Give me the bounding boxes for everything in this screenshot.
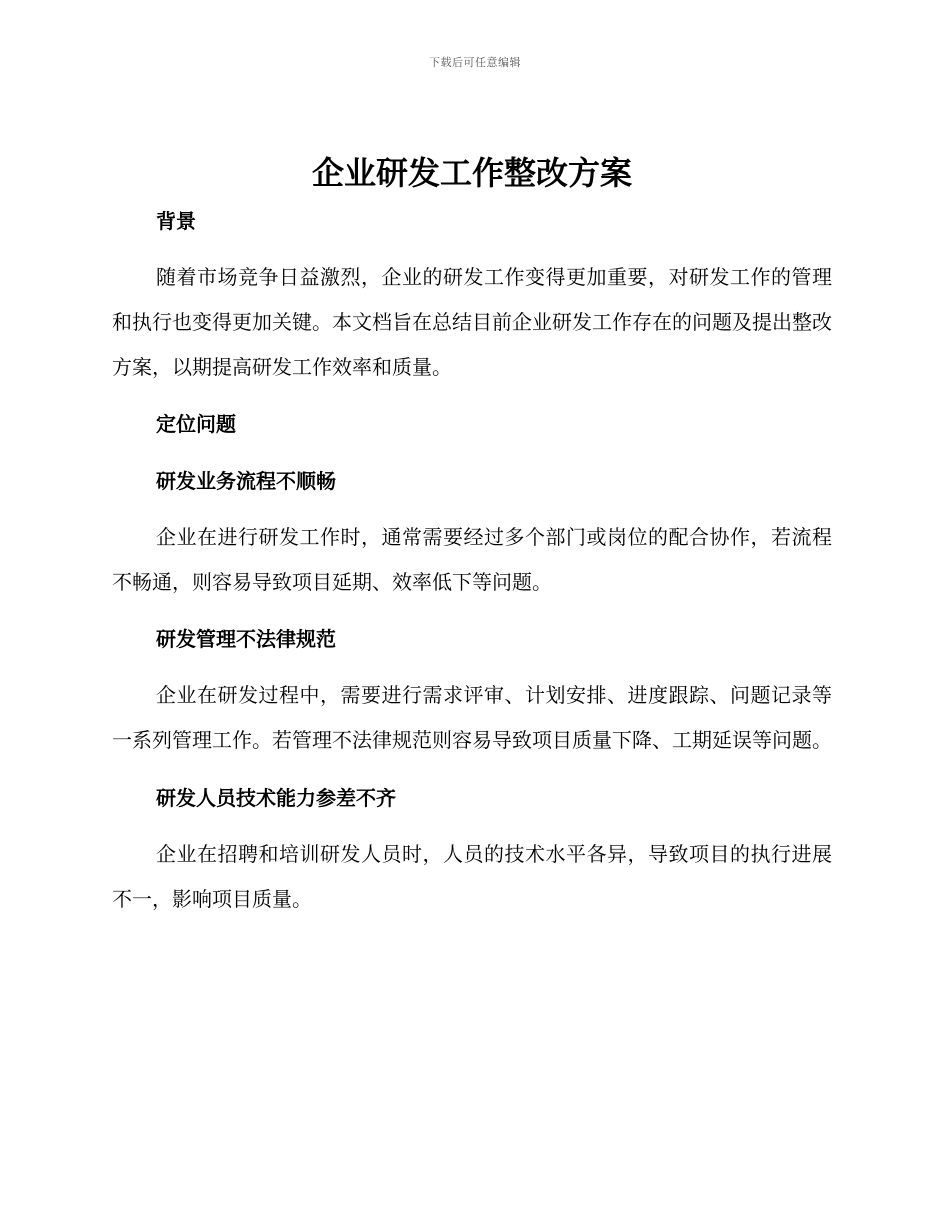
section-heading-staff-skills: 研发人员技术能力参差不齐 <box>156 786 396 810</box>
section-paragraph-staff-skills: 企业在招聘和培训研发人员时，人员的技术水平各异，导致项目的执行进展不一，影响项目质量。 <box>112 842 832 911</box>
section-paragraph-process-issues: 企业在进行研发工作时，通常需要经过多个部门或岗位的配合协作，若流程不畅通，则容易导致项目延期、效率低下等问题。 <box>112 525 832 594</box>
section-heading-process-issues: 研发业务流程不顺畅 <box>156 469 336 493</box>
document-title: 企业研发工作整改方案 <box>311 154 632 192</box>
page-header-note: 下载后可任意编辑 <box>429 56 521 69</box>
section-paragraph-background: 随着市场竞争日益激烈，企业的研发工作变得更加重要，对研发工作的管理和执行也变得更加关键。本文档旨在总结目前企业研发工作存在的问题及提出整改方案，以期提高研发工作效率和质量。 <box>112 265 832 379</box>
section-heading-background: 背景 <box>156 209 196 233</box>
document-body <box>112 150 832 922</box>
section-heading-locate-problems: 定位问题 <box>156 412 236 436</box>
section-paragraph-management-issues: 企业在研发过程中，需要进行需求评审、计划安排、进度跟踪、问题记录等一系列管理工作。若管理不法律规范则容易导致项目质量下降、工期延误等问题。 <box>112 683 832 752</box>
section-heading-management-issues: 研发管理不法律规范 <box>156 627 336 651</box>
